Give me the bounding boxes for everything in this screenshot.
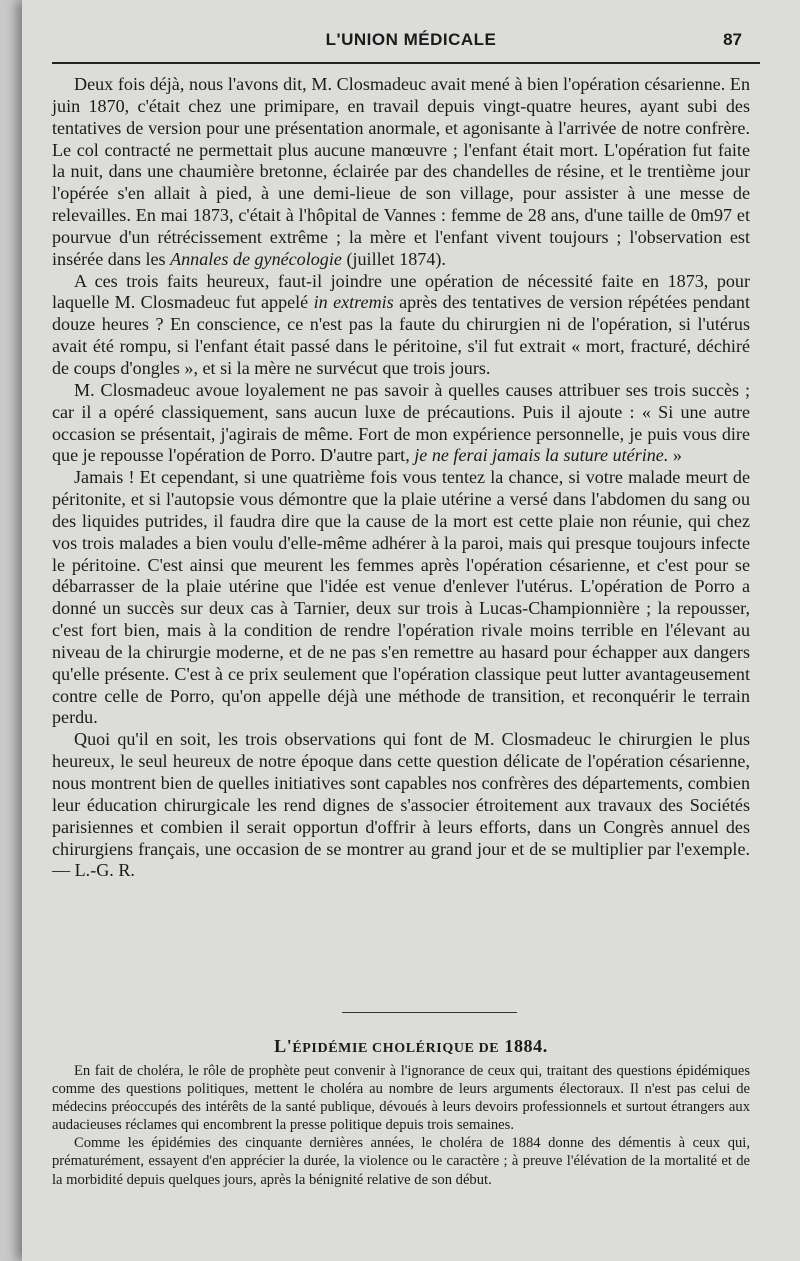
paragraph-3-text-a: M. Closmadeuc avoue loyalement ne pas savoir à quelles causes attribuer ses trois succès ; car il a opéré classiquement, sans aucun luxe de précautions. Puis il ajoute : « Si une autre occasion se présentait, j'agirais de même. Fort de mon expérience personnelle, je puis vous dire que je repousse l'opération de Porro. D'autre part, bbox=[52, 379, 750, 466]
suture-quote: je ne ferai jamais la suture utérine. bbox=[414, 445, 669, 466]
section-title-year: 1884. bbox=[499, 1036, 548, 1056]
section-title-prefix: L' bbox=[274, 1036, 293, 1056]
section-body bbox=[52, 1062, 750, 1189]
section-title bbox=[22, 1036, 800, 1057]
book-page bbox=[22, 0, 800, 1261]
running-title: L'UNION MÉDICALE bbox=[325, 30, 497, 49]
section-paragraph-1: En fait de choléra, le rôle de prophète peut convenir à l'ignorance de ceux qui, traitant des questions épidémiques comme des questions politiques, mettent le choléra au nombre de leurs arguments électoraux. Il n'est pas celui de médecins préoccupés des intérêts de la santé publique, dévoués à leurs devoirs professionnels et surtout étrangers aux audacieuses réclames qui encombrent la presse politique depuis trois semaines. bbox=[52, 1063, 750, 1134]
paragraph-1 bbox=[52, 74, 750, 271]
paragraph-5: Quoi qu'il en soit, les trois observations qui font de M. Closmadeuc le chirurgien le plus heureux, le seul heureux de notre époque dans cette question délicate de l'opération césarienne, nous montrent bien de quelles initiatives sont capables nos confrères des départements, combien leur éducation chirurgicale les rend dignes de s'associer étroitement aux travaux des Sociétés parisiennes et combien il serait opportun d'offrir à leurs efforts, dans un Congrès annuel des chirurgiens français, une occasion de se montrer au grand jour et de se multiplier par l'exemple. — L.-G. R. bbox=[52, 729, 750, 881]
journal-title: Annales de gynécologie bbox=[170, 248, 342, 269]
section-paragraph-2: Comme les épidémies des cinquante dernières années, le choléra de 1884 donne des démentis à ceux qui, prématurément, essayent d'en apprécier la durée, la violence ou le caractère ; à preuve l'élévation de la mortalité et de la morbidité depuis quelques jours, après la bénignité relative de son début. bbox=[52, 1135, 750, 1188]
paragraph-1-text-a: Deux fois déjà, nous l'avons dit, M. Closmadeuc avait mené à bien l'opération césarienne. En juin 1870, c'était chez une primipare, en travail depuis vingt-quatre heures, ayant subi des tentatives de version pour une présentation anormale, et agonisante à l'arrivée de notre confrère. Le col contracté ne permettait plus aucune manœuvre ; l'enfant était mort. L'opération fut faite la nuit, dans une chaumière bretonne, éclairée par des chandelles de résine, et le trentième jour l'opérée s'en allait à pied, à une demi-lieue de son village, pour assister à une messe de relevailles. En mai 1873, c'était à l'hôpital de Vannes : femme de 28 ans, d'une taille de 0m97 et pourvue d'un rétrécissement extrême ; la mère et l'enfant vivent toujours ; l'observation est insérée dans les bbox=[52, 74, 750, 269]
paragraph-1-text-b: (juillet 1874). bbox=[341, 248, 446, 269]
paragraph-3-text-b: » bbox=[668, 445, 682, 466]
paragraph-2 bbox=[52, 271, 750, 380]
section-title-smallcaps: ÉPIDÉMIE CHOLÉRIQUE DE bbox=[292, 1041, 500, 1056]
article-body bbox=[52, 74, 750, 882]
paragraph-2-text-b: après des tentatives de version répétées pendant douze heures ? En conscience, ce n'est pas la faute du chirurgien ni de l'opération, si l'utérus avait été rompu, si l'enfant était passé dans le péritoine, s'il fut extrait « mort, fracturé, déchiré de coups d'ongles », et si la mère ne survécut que trois jours. bbox=[52, 292, 750, 378]
paragraph-4: Jamais ! Et cependant, si une quatrième fois vous tentez la chance, si votre malade meurt de péritonite, et si l'autopsie vous démontre que la plaie utérine a versé dans l'abdomen du sang ou des liquides putrides, il faudra dire que la cause de la mort est cette plaie non réunie, qui chez vos trois malades a bien voulu d'elle-même adhérer à la paroi, mais qui presque toujours infecte le péritoine. C'est ainsi que meurent les femmes après l'opération césarienne, et c'est pour se débarrasser de la plaie utérine que l'idée est venue d'enlever l'utérus. L'opération de Porro a donné un succès sur deux cas à Tarnier, deux sur trois à Lucas-Championnière ; la repousser, c'est fort bien, mais à la condition de rendre l'opération rivale moins terrible en l'élevant au niveau de la chirurgie moderne, et de ne pas s'en remettre au hasard pour échapper aux dangers qu'elle présente. C'est à ce prix seulement que l'opération classique peut lutter avantageusement contre celle de Porro, qu'on appelle déjà une méthode de transition, et reconquérir le terrain perdu. bbox=[52, 467, 750, 728]
running-header bbox=[22, 30, 800, 54]
paragraph-3 bbox=[52, 380, 750, 467]
paragraph-2-text-a: A ces trois faits heureux, faut-il joindre une opération de nécessité faite en 1873, pour laquelle M. Closmadeuc fut appelé bbox=[52, 270, 750, 313]
section-separator bbox=[342, 1012, 517, 1013]
header-rule bbox=[52, 62, 760, 64]
in-extremis-phrase: in extremis bbox=[313, 292, 394, 313]
page-number: 87 bbox=[723, 30, 742, 49]
